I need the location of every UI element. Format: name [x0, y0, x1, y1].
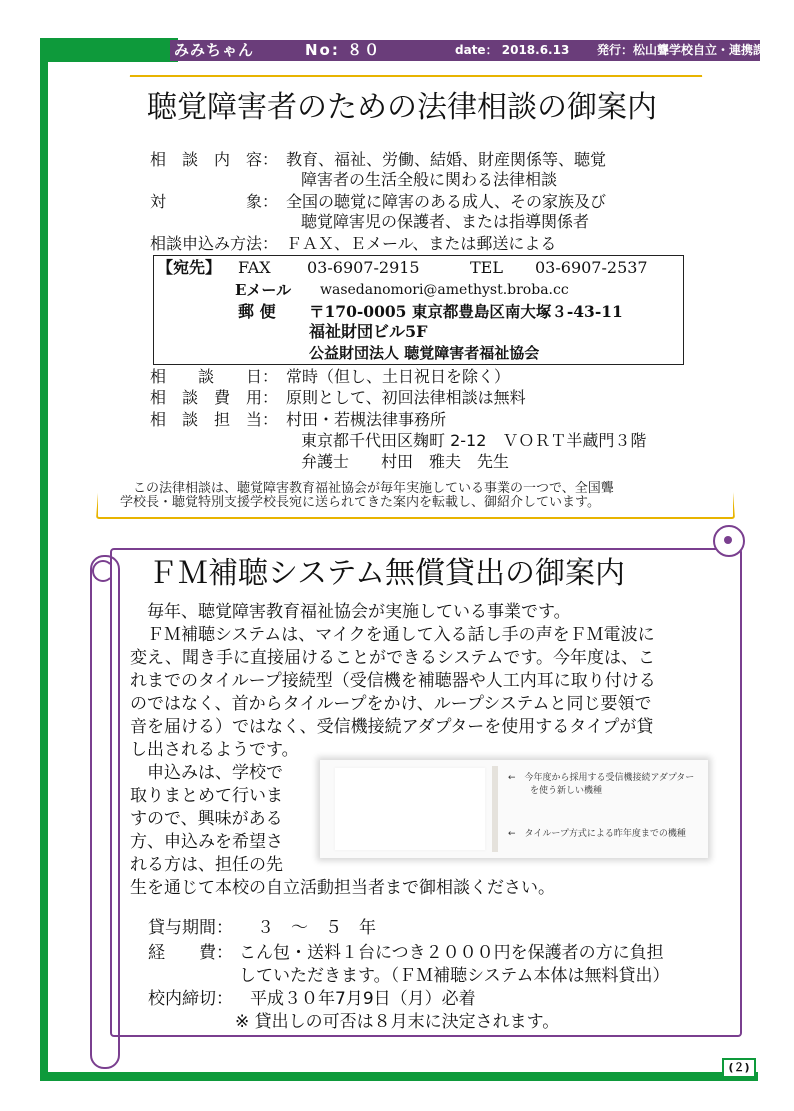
period-value: ３ ～ ５ 年: [257, 918, 376, 938]
left-margin-bar: [40, 62, 48, 1072]
fax-label: FAX: [238, 258, 271, 277]
caption-new-device-line-2: を使う新しい機種: [530, 786, 603, 796]
fm-paragraph-line-5: のではなく、首からタイループをかけ、ループシステムと同じ要領で: [130, 694, 652, 714]
fm-paragraph-line-4: れまでのタイループ接続型（受信機を補聴器や人工内耳に取り付ける: [130, 671, 656, 691]
issue-date: date： 2018.6.13: [455, 43, 570, 57]
method-value: ＦＡＸ、Ｅメール、または郵送による: [286, 234, 557, 253]
day-label: 相 談 日：: [150, 367, 279, 386]
scroll-curl-left: [92, 560, 114, 582]
cost-line-2: していただきます。（ＦＭ補聴システム本体は無料貸出）: [239, 966, 670, 986]
deadline-value: 平成３０年7月9日（月）必着: [250, 989, 476, 1009]
fm-system-title: ＦＭ補聴システム無償貸出の御案内: [148, 556, 625, 591]
post-line-2: 福祉財団ビル5F: [309, 322, 428, 341]
period-label: 貸与期間：: [148, 918, 233, 938]
device-photo-edge: [492, 766, 498, 852]
cost-line-1: こん包・送料１台につき２０００円を保護者の方に負担: [239, 943, 664, 963]
email-label: Eメール: [235, 281, 292, 299]
content-line-2: 障害者の生活全般に関わる法律相談: [301, 170, 558, 189]
staff-label: 相 談 担 当：: [150, 410, 279, 429]
issue-number: No: ８０: [305, 41, 382, 59]
apply-line-2: 取りまとめて行いま: [130, 786, 283, 806]
post-line-3: 公益財団法人 聴覚障害者福祉協会: [309, 344, 540, 362]
day-value: 常時（但し、土日祝日を除く）: [286, 367, 511, 386]
content-label: 相 談 内 容：: [150, 150, 279, 169]
fm-paragraph-line-6: 音を届ける）ではなく、受信機接続アダプターを使用するタイプが貸: [130, 717, 654, 737]
email-address[interactable]: wasedanomori@amethyst.broba.cc: [320, 282, 569, 298]
method-label: 相談申込み方法：: [150, 234, 279, 253]
footnote-line-2: 学校長・聴覚特別支援学校長宛に送られてきた案内を転載し、御紹介しています。: [120, 495, 600, 510]
decision-notice: ※ 貸出しの可否は８月末に決定されます。: [235, 1012, 560, 1032]
target-label: 対 象：: [150, 192, 279, 211]
legal-consultation-title: 聴覚障害者のための法律相談の御案内: [147, 90, 657, 125]
legal-footnote: [120, 482, 710, 510]
target-line-1: 全国の聴覚に障害のある成人、その家族及び: [286, 192, 607, 211]
apply-line-4: 方、申込みを希望さ: [130, 832, 283, 852]
footer-bar: [40, 1072, 758, 1081]
header-accent-green: [40, 38, 178, 62]
apply-line-3: すので、興味がある: [130, 809, 283, 829]
deadline-label: 校内締切：: [148, 989, 233, 1009]
apply-line-6: 生を通じて本校の自立活動担当者まで御相談ください。: [130, 878, 555, 898]
staff-line-2: 東京都千代田区麹町 2-12 ＶＯＲＴ半蔵門３階: [301, 431, 647, 450]
fm-paragraph-line-2: ＦＭ補聴システムは、マイクを通して入る話し手の声をＦＭ電波に: [130, 625, 655, 645]
page-number: (２): [722, 1058, 756, 1078]
tel-number: 03-6907-2537: [535, 258, 648, 277]
fm-paragraph-line-7: し出されるようです。: [130, 740, 299, 760]
post-line-1: 〒170-0005 東京都豊島区南大塚３-43-11: [309, 302, 623, 321]
staff-line-1: 村田・若槻法律事務所: [286, 410, 447, 429]
fee-value: 原則として、初回法律相談は無料: [286, 388, 526, 407]
post-label: 郵 便: [238, 302, 276, 321]
fm-paragraph-line-3: 変え、聞き手に直接届けることができるシステムです。今年度は、こ: [130, 648, 655, 668]
apply-line-5: れる方は、担任の先: [130, 855, 283, 875]
scroll-curl-dot: [724, 536, 732, 544]
fee-label: 相 談 費 用：: [150, 388, 279, 407]
issuer: 発行：松山聾学校自立・連携課: [597, 43, 766, 57]
destination-label: 【宛先】: [157, 258, 222, 277]
staff-line-3: 弁護士 村田 雅夫 先生: [301, 452, 510, 471]
apply-line-1: 申込みは、学校で: [130, 763, 283, 783]
fm-paragraph-line-1: 毎年、聴覚障害教育福祉協会が実施している事業です。: [130, 602, 571, 622]
content-line-1: 教育、福祉、労働、結婚、財産関係等、聴覚: [286, 150, 607, 169]
cost-label: 経 費：: [148, 943, 233, 963]
fax-number: 03-6907-2915: [307, 258, 420, 277]
device-photo-white-area: [335, 768, 485, 850]
caption-new-device-line-1: ← 今年度から採用する受信機接続アダプター: [508, 773, 695, 783]
tel-label: TEL: [470, 258, 503, 277]
target-line-2: 聴覚障害児の保護者、または指導関係者: [301, 212, 590, 231]
caption-old-device: ← タイループ方式による昨年度までの機種: [508, 829, 686, 839]
footnote-line-1: この法律相談は、聴覚障害教育福祉協会が毎年実施している事業の一つで、全国聾: [120, 481, 614, 496]
newsletter-title: みみちゃん: [174, 41, 255, 59]
